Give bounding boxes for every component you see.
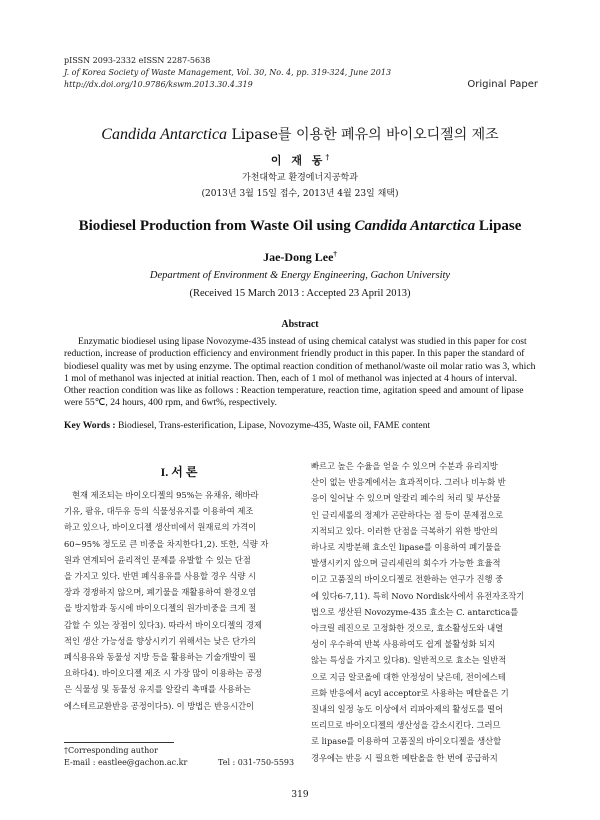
body-line: 인 글리세롤의 정제가 곤란하다는 점 등이 문제점으로 (311, 509, 504, 520)
journal-citation: J. of Korea Society of Waste Management, Vol. 30, No. 4, pp. 319-324, June 2013 (64, 68, 392, 77)
abstract-line: Other reaction condition was like as follows : Reaction temperature, reaction time, agitation speed and amount of lipase (64, 385, 524, 397)
issn-line: pISSN 2093-2332 eISSN 2287-5638 (64, 56, 211, 65)
korean-affiliation: 가천대학교 환경에너지공학과 (242, 173, 358, 183)
body-line: 적인 생산 가능성을 향상시키기 위해서는 낮은 단가의 (64, 635, 257, 646)
body-line: 산이 없는 반응계에서는 효과적이다. 그러나 비누화 반 (311, 477, 506, 488)
section-heading-introduction: I. 서 론 (160, 465, 198, 479)
english-title: Biodiesel Production from Waste Oil using Candida Antarctica Lipase (78, 218, 522, 234)
keywords (64, 420, 430, 431)
english-dates: (Received 15 March 2013 : Accepted 23 April 2013) (189, 288, 411, 299)
body-line: 아크릴 레진으로 고정화한 것으로, 효소활성도와 내열 (311, 623, 504, 634)
body-line: 르화 반응에서 acyl acceptor로 사용하는 메탄올은 기 (311, 687, 509, 698)
body-line: 폐식용유와 동물성 지방 등을 활용하는 기술개발이 필 (64, 652, 257, 663)
body-line: 질내의 일정 농도 이상에서 리파아제의 활성도를 떨어 (311, 704, 504, 715)
korean-dates: (2013년 3월 15일 접수, 2013년 4월 23일 채택) (201, 189, 399, 199)
body-line: 기유, 팜유, 대두유 등의 식물성유지를 이용하여 제조 (64, 506, 254, 517)
keywords-label: Key Words : (64, 420, 118, 431)
body-line: 을 가지고 있다. 반면 폐식용유를 사용할 경우 식량 시 (64, 571, 257, 582)
body-line: 감할 수 있는 장점이 있다3). 따라서 바이오디젤의 경제 (64, 619, 262, 630)
keywords-list: Biodiesel, Trans-esterification, Lipase, Novozyme-435, Waste oil, FAME content (117, 420, 431, 431)
english-affiliation: Department of Environment & Energy Engineering, Gachon University (149, 270, 451, 281)
body-line: 으로 지금 알코올에 대한 안정성이 낮은데, 전이에스테 (311, 671, 506, 682)
doi-link[interactable]: http://dx.doi.org/10.9786/kswm.2013.30.4.319 (64, 80, 253, 89)
body-line: 요하다4). 바이오디젤 제조 시 가장 많이 이용하는 공정 (64, 668, 262, 679)
article-type-label: Original Paper (467, 79, 538, 90)
body-line: 발생시키지 않으며 글리세린의 회수가 가능한 효율적 (311, 558, 501, 569)
body-line: 에 있다6-7,11). 특히 Novo Nordisk사에서 유전자조작기 (311, 590, 525, 601)
body-line: 지적되고 있다. 이러한 단점을 극복하기 위한 방안의 (311, 525, 498, 536)
body-line: 은 식물성 및 동물성 유지를 알칼리 촉매를 사용하는 (64, 684, 251, 695)
english-title-species: Candida Antarctica (354, 218, 476, 234)
abstract-body (64, 336, 540, 410)
korean-title (0, 124, 600, 144)
body-line: 에스테르교환반응 공정이다5). 이 방법은 반응시간이 (64, 700, 255, 711)
abstract-heading: Abstract (281, 319, 319, 330)
korean-title-rest: Lipase를 이용한 폐유의 바이오디젤의 제조 (227, 127, 499, 143)
abstract-line: 1 mol of methanol was injected at initial reaction. Then, each of 1 mol of methanol was injected at 4 hours of interval. (64, 372, 517, 384)
left-column (64, 487, 296, 714)
body-line: 법으로 생산된 Novozyme-435 효소는 C. antarctica를 (311, 606, 519, 617)
korean-title-species: Candida Antarctica (101, 126, 228, 143)
body-line: 뜨리므로 바이오디젤의 생산성을 감소시킨다. 그러므 (311, 720, 501, 731)
abstract-line: reduction, increase of production efficiency and environment friendly product in this paper. In this paper the standard of (64, 348, 525, 360)
page-number: 319 (291, 790, 309, 800)
english-corresponding-mark: † (333, 250, 337, 258)
body-line: 않는 특성을 가지고 있다8). 일반적으로 효소는 일반적 (311, 655, 507, 666)
body-line: 60∼95% 정도로 큰 비중을 차지한다1,2). 또한, 식량 자 (64, 538, 269, 549)
body-line: 경우에는 반응 시 필요한 메탄올을 한 번에 공급하지 (311, 752, 498, 763)
body-line: 현재 제조되는 바이오디젤의 95%는 유채유, 해바라 (72, 490, 259, 500)
body-line: 응이 일어날 수 있으며 알칼리 폐수의 처리 및 부산물 (311, 493, 501, 504)
right-column (311, 458, 543, 766)
abstract-line: were 55℃, 24 hours, 400 rpm, and 6wt%, respectively. (64, 397, 277, 409)
body-line: 장과 경쟁하지 않으며, 폐기물을 재활용하여 환경오염 (64, 587, 257, 598)
footnote-email[interactable]: E-mail : eastlee@gachon.ac.kr (64, 758, 188, 767)
footnote-corresponding: †Corresponding author (64, 746, 158, 755)
korean-author: 이 재 동† (270, 152, 330, 167)
corresponding-mark: † (325, 152, 330, 162)
abstract-line: biodiesel quality was met by using enzyme. The optimal reaction condition of methanol/waste oil molar ratio was 3, which (64, 360, 536, 372)
body-line: 성이 우수하여 반복 사용하여도 쉽게 불활성화 되지 (311, 639, 496, 650)
footnote-tel: Tel : 031-750-5593 (218, 758, 295, 767)
body-line: 원과 연계되어 윤리적인 문제를 유발할 수 있는 단점 (64, 554, 251, 565)
body-line: 하나로 지방분해 효소인 lipase를 이용하여 폐기물을 (311, 542, 502, 553)
body-line: 빠르고 높은 수율을 얻을 수 있으며 수분과 유리지방 (311, 461, 498, 471)
body-line: 하고 있으나, 바이오디젤 생산비에서 원재료의 가격이 (64, 522, 257, 533)
footnote-divider (64, 742, 174, 743)
body-line: 이고 고품질의 바이오디젤로 전환하는 연구가 진행 중 (311, 574, 504, 585)
body-line: 을 방지함과 동시에 바이오디젤의 원가비중을 크게 절 (64, 603, 257, 614)
abstract-line: Enzymatic biodiesel using lipase Novozyme-435 instead of using chemical catalyst was studied in this paper for cost (78, 336, 527, 347)
body-line: 로 lipase를 이용하여 고품질의 바이오디젤을 생산할 (311, 736, 502, 747)
english-author: Jae-Dong Lee† (263, 250, 337, 264)
